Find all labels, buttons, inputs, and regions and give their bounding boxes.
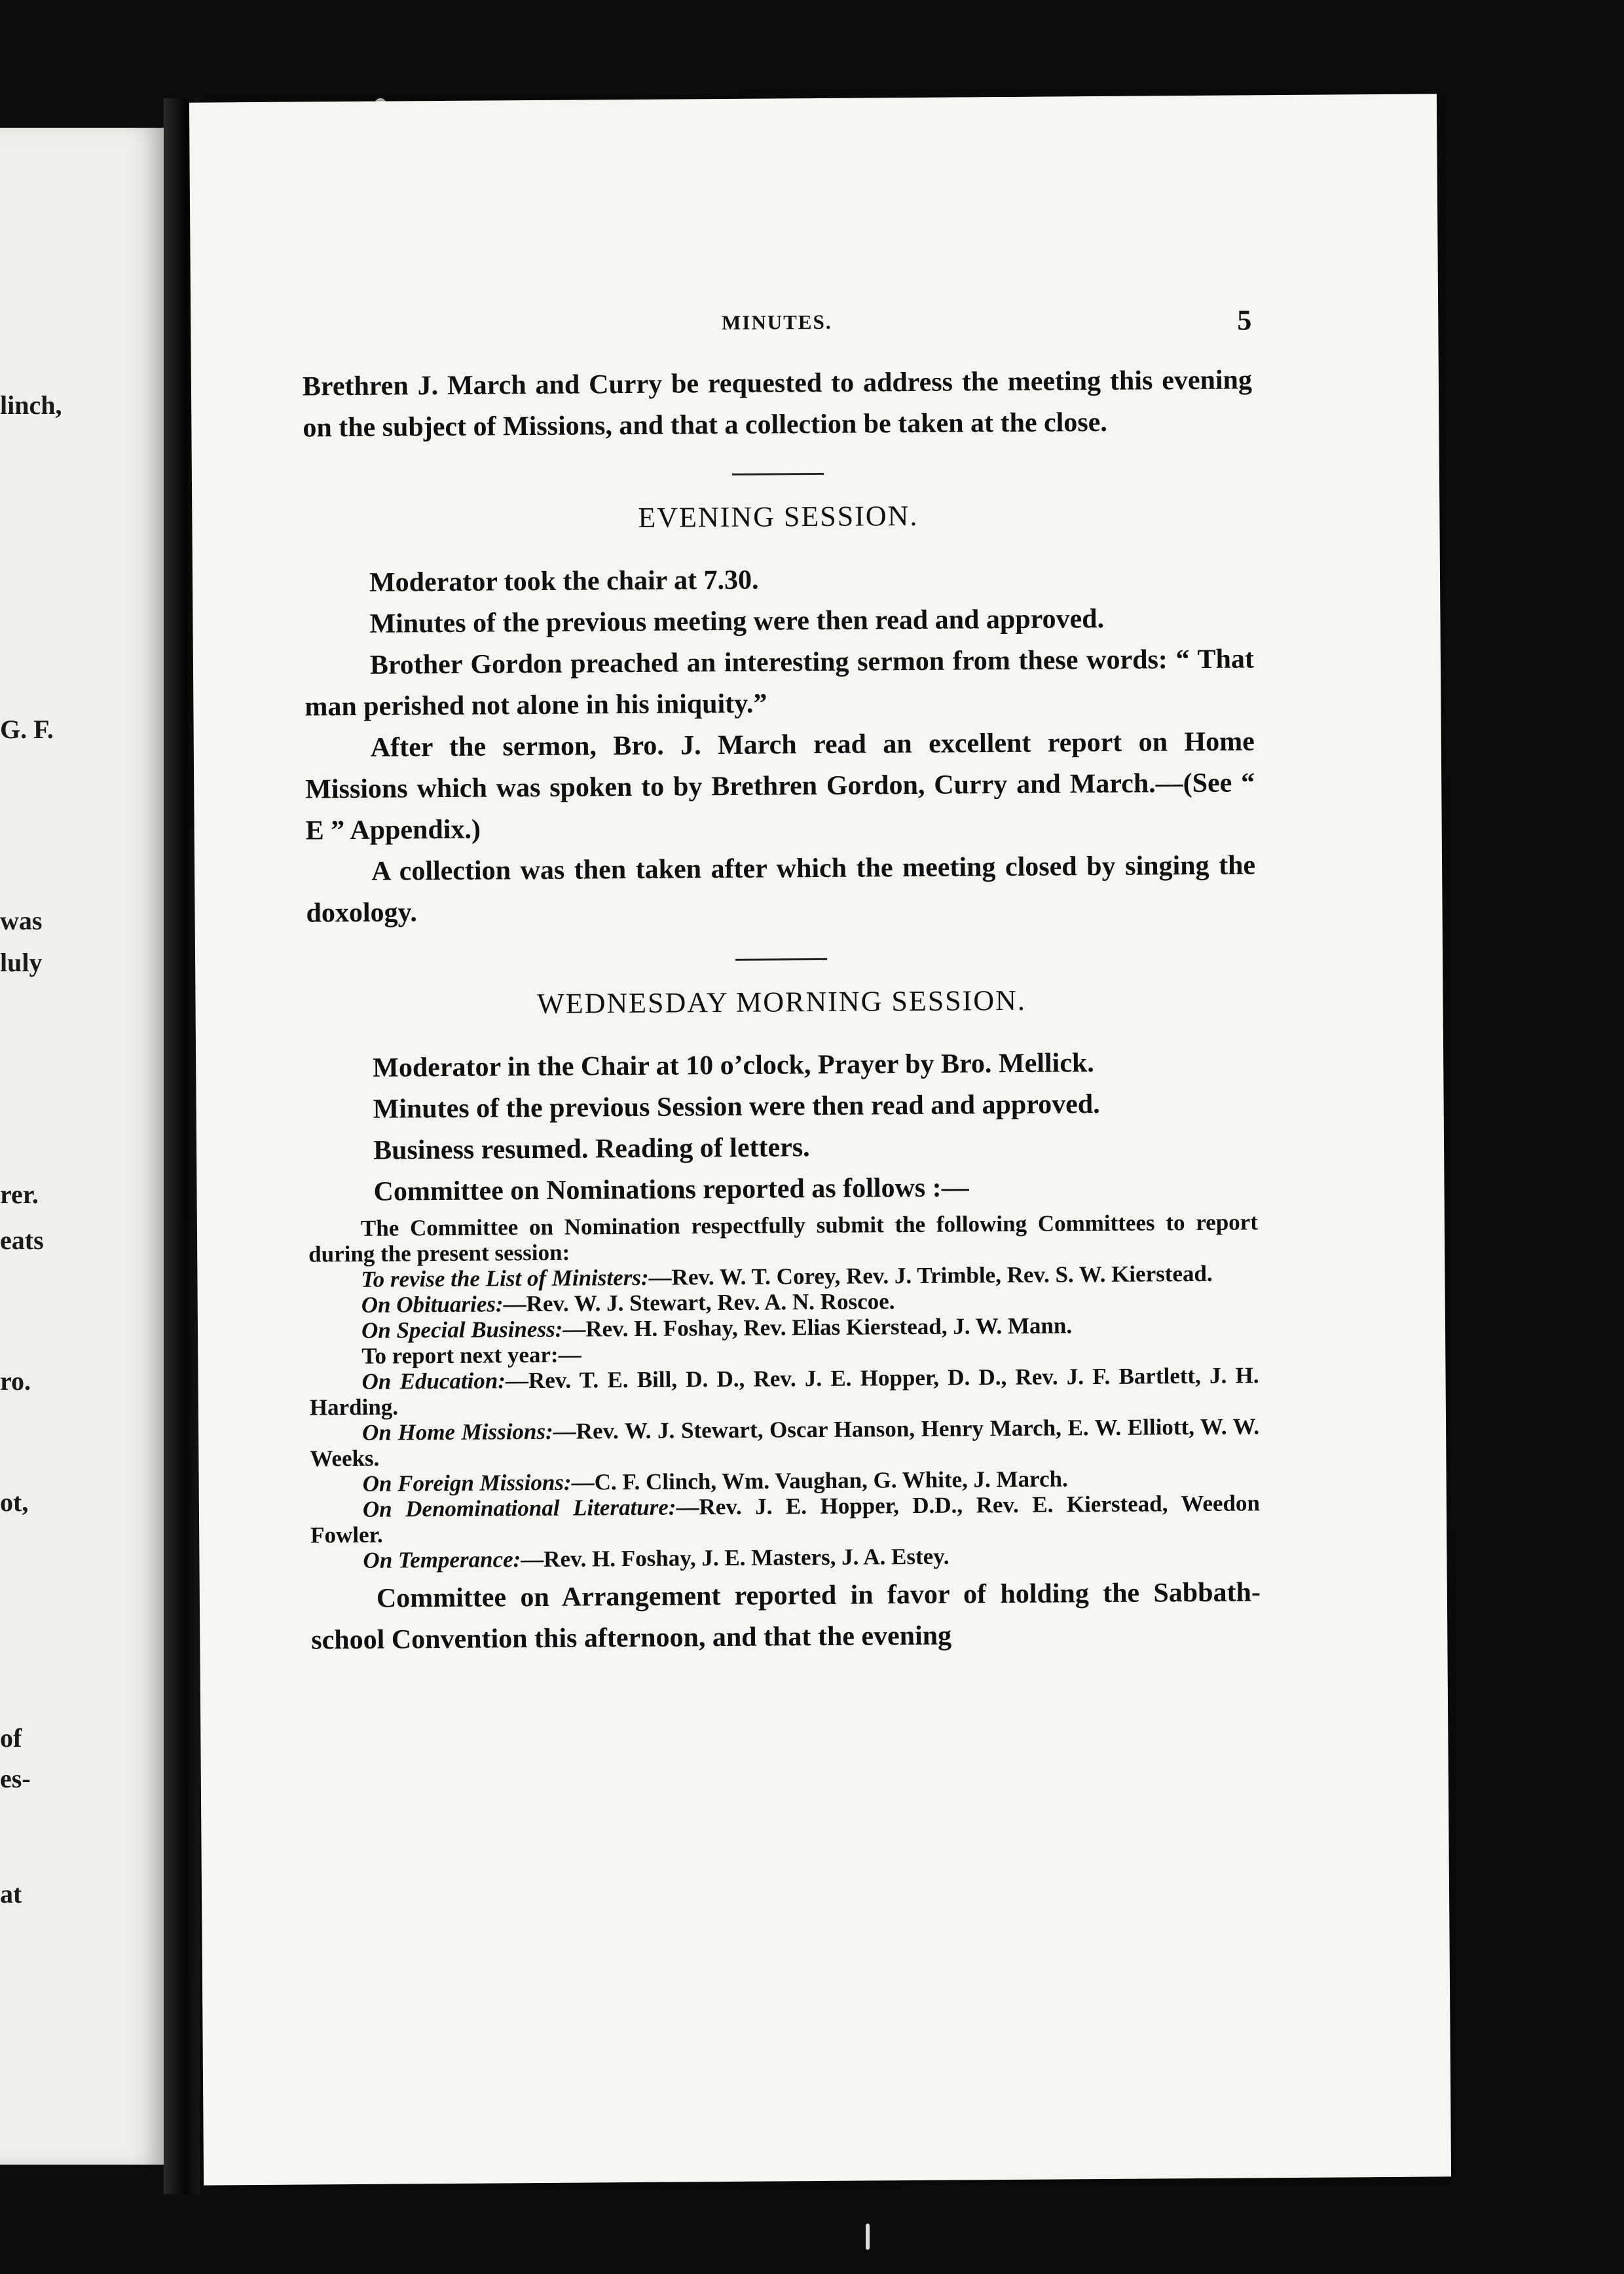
next-year-intro: To report next year:— <box>361 1341 581 1369</box>
opening-paragraph: Brethren J. March and Curry be requested to address the meeting this evening on the subject of Missions, and that a collection be taken at the close. <box>302 365 1253 443</box>
document-page <box>189 94 1451 2185</box>
committee-label: To revise the List of Ministers: <box>361 1264 649 1292</box>
committee-entry <box>310 1490 1261 1548</box>
section-divider <box>735 958 827 961</box>
committee-label: On Foreign Missions: <box>362 1469 572 1497</box>
page-number: 5 <box>1237 304 1252 337</box>
wednesday-paragraph: Moderator in the Chair at 10 o’clock, Prayer by Bro. Mellick. <box>373 1048 1094 1083</box>
committee-members: —Rev. H. Foshay, Rev. Elias Kierstead, J. W. Mann. <box>563 1313 1073 1342</box>
left-page-text-fragment: of <box>0 1723 22 1753</box>
scan-speck <box>866 2224 870 2250</box>
left-page-text-fragment: was <box>0 906 43 935</box>
closing-paragraph: Committee on Arrangement reported in favor of holding the Sabbath-school Convention this afternoon, and that the evening <box>311 1577 1261 1656</box>
committee-members: —Rev. T. E. Bill, D. D., Rev. J. E. Hopper, D. D., Rev. J. F. Bartlett, J. H. Harding. <box>309 1362 1259 1421</box>
left-page-text-fragment: G. F. <box>0 715 54 744</box>
left-page-text-fragment: ot, <box>0 1487 29 1517</box>
evening-paragraph: Minutes of the previous meeting were then read and approved. <box>369 603 1105 639</box>
nominations-report <box>308 1209 1261 1573</box>
committee-label: On Denominational Literature: <box>362 1494 676 1522</box>
left-page-text-fragment: linch, <box>0 390 62 420</box>
left-page-text-fragment: eats <box>0 1225 44 1255</box>
committee-members: —C. F. Clinch, Wm. Vaughan, G. White, J. March. <box>571 1466 1068 1495</box>
committee-entry <box>310 1413 1260 1471</box>
page-text-block <box>302 303 1261 1661</box>
committee-entry <box>309 1362 1259 1420</box>
committee-members: —Rev. W. T. Corey, Rev. J. Trimble, Rev. S. W. Kierstead. <box>648 1260 1213 1290</box>
evening-paragraph: After the sermon, Bro. J. March read an excellent report on Home Missions which was spoken to by Brethren Gordon, Curry and March.—(See “ E ” Appendix.) <box>305 726 1255 846</box>
wednesday-paragraph: Committee on Nominations reported as follows :— <box>373 1172 969 1207</box>
running-head <box>302 303 1251 349</box>
committee-members: —Rev. H. Foshay, J. E. Masters, J. A. Estey. <box>521 1543 950 1573</box>
wednesday-session-heading: WEDNESDAY MORNING SESSION. <box>537 984 1027 1020</box>
committee-label: On Obituaries: <box>361 1291 504 1318</box>
evening-session-heading: EVENING SESSION. <box>638 499 919 534</box>
committee-label: On Special Business: <box>361 1316 563 1343</box>
running-head-title: MINUTES. <box>721 310 832 335</box>
left-page-text-fragment: luly <box>0 948 43 977</box>
committee-label: On Home Missions: <box>361 1418 553 1445</box>
left-page-text-fragment: ro. <box>0 1366 31 1396</box>
evening-paragraph: Moderator took the chair at 7.30. <box>369 565 759 598</box>
evening-paragraph: A collection was then taken after which the meeting closed by singing the doxology. <box>306 850 1256 929</box>
committee-label: On Temperance: <box>363 1546 521 1573</box>
committee-members: —Rev. J. E. Hopper, D.D., Rev. E. Kierstead, Weedon Fowler. <box>310 1490 1261 1548</box>
committee-members: —Rev. W. J. Stewart, Rev. A. N. Roscoe. <box>503 1288 895 1317</box>
left-page-text-fragment: es- <box>0 1764 31 1793</box>
nomination-intro: The Committee on Nomination respectfully submit the following Committees to report during the present session: <box>308 1209 1259 1267</box>
left-facing-page <box>0 128 164 2165</box>
wednesday-paragraph: Minutes of the previous Session were then read and approved. <box>373 1089 1100 1125</box>
wednesday-paragraph: Business resumed. Reading of letters. <box>373 1132 810 1166</box>
committee-label: On Education: <box>361 1368 506 1394</box>
evening-paragraph: Brother Gordon preached an interesting sermon from these words: “ That man perished not alone in his iniquity.” <box>304 644 1255 722</box>
left-page-text-fragment: at <box>0 1879 22 1909</box>
committee-members: —Rev. W. J. Stewart, Oscar Hanson, Henry March, E. W. Elliott, W. W. Weeks. <box>310 1413 1260 1472</box>
section-divider <box>732 473 824 475</box>
left-page-text-fragment: rer. <box>0 1180 39 1209</box>
